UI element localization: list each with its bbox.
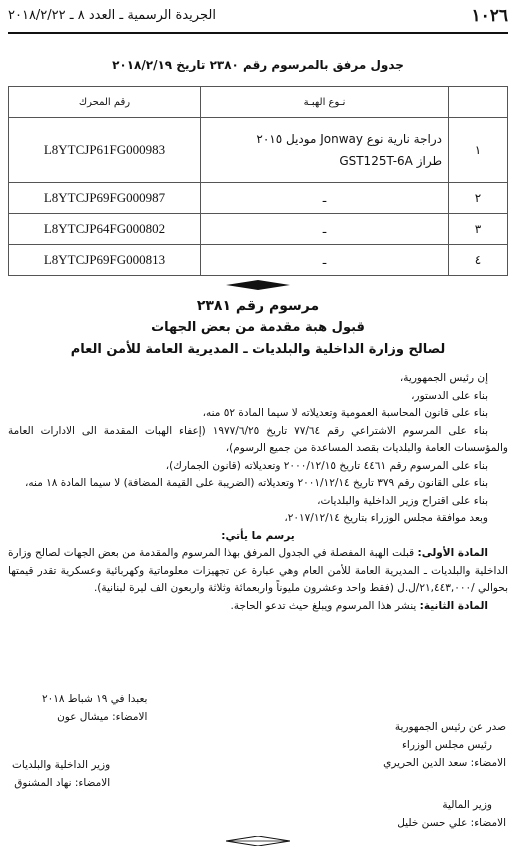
- article-2-label: المادة الثانية:: [419, 599, 488, 612]
- preamble-customs: بناء على المرسوم رقم ٤٤٦١ تاريخ ٢٠٠٠/١٢/١٥ وتعديلاته (قانون الجمارك)،: [165, 459, 488, 472]
- preamble-president: إن رئيس الجمهورية،: [399, 372, 488, 384]
- finance-minister-title: وزير المالية: [442, 799, 492, 811]
- preamble-constitution: بناء على الدستور،: [411, 389, 488, 402]
- interior-signature-block: [12, 756, 110, 792]
- row-motor: L8YTCJP64FG000802: [9, 214, 201, 245]
- preamble-vat: بناء على القانون رقم ٣٧٩ تاريخ ٢٠٠١/١٢/١٤ وتعديلاته (الضريبة على القيمة المضافة) لا سيما المادة ١٨ منه،: [25, 477, 488, 489]
- preamble-accounting-law: بناء على قانون المحاسبة العمومية وتعديلاته لا سيما المادة ٥٢ منه،: [202, 407, 488, 419]
- footer-ornament: [226, 836, 290, 846]
- article-1-label: المادة الأولى:: [417, 547, 488, 559]
- row-number: ٤: [449, 245, 508, 276]
- row-motor: L8YTCJP61FG000983: [9, 118, 201, 183]
- table-title: جدول مرفق بالمرسوم رقم ٢٣٨٠ تاريخ ٢٠١٨/٢/١٩: [112, 58, 404, 72]
- preamble-council-approval: وبعد موافقة مجلس الوزراء بتاريخ ٢٠١٧/١٢/١٤،: [284, 512, 488, 524]
- decree-number: مرسوم رقم ٢٣٨١: [196, 298, 320, 314]
- issue-line: الجريدة الرسمية ـ العدد ٨ ـ ٢٠١٨/٢/٢٢: [8, 8, 216, 23]
- decree-title: قبول هبة مقدمة من بعض الجهات: [151, 320, 365, 335]
- article-1-text: قبلت الهبة المفصلة في الجدول المرفق بهذا المرسوم والمقدمة من بعض الجهات لصالح وزارة الداخلية والبلديات ـ المديرية العامة للأمن العام وهي عبارة عن تجهيزات معلوماتية وكهربائية وعسكرية تقدر قيمتها بحوالي /٢١,٤٤٣,٠٠٠/ل.ل (فقط واحد وعشرون مليوناً واربعمائة وثلاثة واربعون الف ليرة لبنانية).: [8, 547, 508, 594]
- attachment-table: [8, 86, 508, 276]
- page-header: [8, 6, 508, 32]
- pm-title: رئيس مجلس الوزراء: [401, 739, 492, 751]
- interior-minister-signature: الامضاء: نهاد المشنوق: [14, 777, 111, 789]
- header-rule: [8, 32, 508, 34]
- table-row: [9, 214, 508, 245]
- row-type-dash: ـ: [322, 253, 327, 267]
- row-type-dash: ـ: [322, 191, 327, 205]
- article-1: [8, 545, 508, 598]
- decree-body: [8, 370, 508, 615]
- page-number: ١٠٢٦: [471, 6, 508, 26]
- header-motor: رقم المحرك: [9, 87, 201, 118]
- header-type: نـوع الهبـة: [201, 87, 449, 118]
- article-2-text: ينشر هذا المرسوم ويبلغ حيث تدعو الحاجة.: [230, 599, 417, 612]
- row-type: [201, 118, 449, 183]
- issued-by: صدر عن رئيس الجمهورية: [394, 721, 506, 733]
- row-type: [201, 183, 449, 214]
- pm-signature: الامضاء: سعد الدين الحريري: [383, 757, 506, 769]
- president-signature: الامضاء: ميشال عون: [57, 711, 148, 723]
- header-no: [449, 87, 508, 118]
- row-type-line1: دراجة نارية نوع Jonway موديل ٢٠١٥: [256, 132, 442, 146]
- decree-subtitle: لصالح وزارة الداخلية والبلديات ـ المديرية العامة للأمن العام: [70, 342, 446, 357]
- table-row: [9, 183, 508, 214]
- pm-signature-block: [383, 718, 506, 772]
- row-type: [201, 245, 449, 276]
- row-number: ١: [449, 118, 508, 183]
- separator-ornament: [226, 280, 290, 290]
- article-2: [8, 598, 508, 616]
- row-motor: L8YTCJP69FG000987: [9, 183, 201, 214]
- row-number: ٢: [449, 183, 508, 214]
- row-motor: L8YTCJP69FG000813: [9, 245, 201, 276]
- interior-minister-title: وزير الداخلية والبلديات: [12, 759, 111, 771]
- decrees-heading: يرسم ما يأتي:: [221, 529, 295, 542]
- president-signature-block: [12, 690, 147, 726]
- preamble-legislative-decree: بناء على المرسوم الاشتراعي رقم ٧٧/٦٤ تاريخ ١٩٧٧/٦/٢٥ (إعفاء الهبات المقدمة الى الادارات العامة والمؤسسات العامة والبلديات بقصد المساعدة من جميع الرسوم)،: [8, 424, 508, 454]
- table-header-row: [9, 87, 508, 118]
- preamble-proposal: بناء على اقتراح وزير الداخلية والبلديات،: [317, 494, 488, 507]
- finance-minister-signature: الامضاء: علي حسن خليل: [397, 817, 506, 829]
- table-row: [9, 245, 508, 276]
- finance-signature-block: [397, 796, 506, 832]
- table-row: [9, 118, 508, 183]
- row-type: [201, 214, 449, 245]
- date-line: بعبدا في ١٩ شباط ٢٠١٨: [42, 693, 148, 705]
- row-type-line2: طراز GST125T-6A: [339, 154, 442, 168]
- row-type-dash: ـ: [322, 222, 327, 236]
- row-number: ٣: [449, 214, 508, 245]
